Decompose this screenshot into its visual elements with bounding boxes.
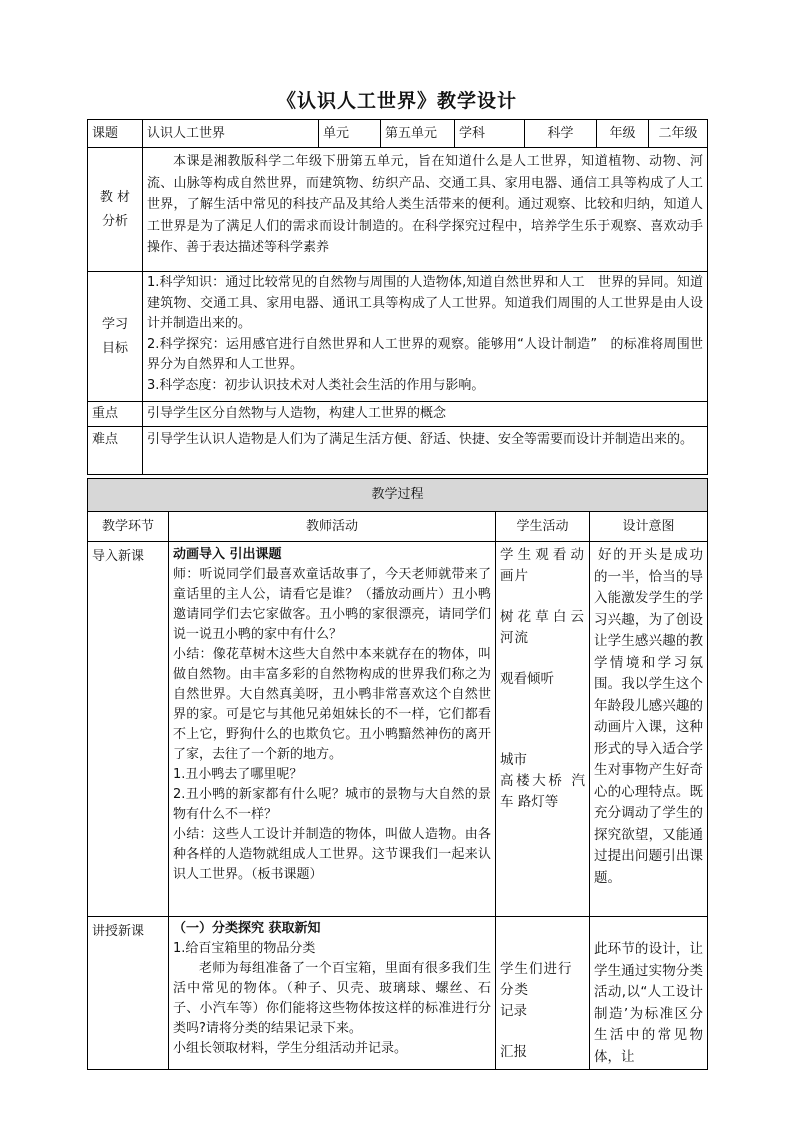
analysis-text: 本课是湘教版科学二年级下册第五单元，旨在知道什么是人工世界，知道植物、动物、河流、山脉等构成自然世界，而建筑物、纺织产品、交通工具、家用电器、通信工具等构成了人工世界，了解生活中常见的科技产品及其给人类生活带来的便利。通过观察、比较和归纳，知道人工世界是为了满足人们的需求而设计制造的。在科学探究过程中，培养学生乐于观察、喜欢动手操作、善于表达描述等科学素养	[143, 148, 708, 272]
teacher-activity-heading: 动画导入 引出课题	[173, 547, 282, 562]
teaching-process-table	[87, 478, 708, 1070]
col-intent-header: 设计意图	[590, 512, 708, 542]
design-intent-cell: 好的开头是成功的一半，恰当的导入能激发学生的学习兴趣，为了创设让学生感兴趣的教学情境和学习氛围。我以学生这个年龄段儿感兴趣的动画片入课，这种形式的导入适合学生对事物产生好奇心的心理特点。既充分调动了学生的探究欲望，又能通过提出问题引出课题。	[590, 542, 708, 917]
subject-label: 学科	[455, 120, 525, 148]
difficulty-label: 难点	[88, 427, 143, 475]
lesson-info-table	[87, 119, 708, 475]
student-activity-cell: 学生们进行分类 记录 汇报	[496, 917, 590, 1070]
process-header: 教学过程	[88, 479, 708, 512]
focus-label: 重点	[88, 402, 143, 427]
table-row	[88, 917, 708, 1070]
table-row	[88, 542, 708, 917]
grade-label: 年级	[597, 120, 649, 148]
topic-value: 认识人工世界	[143, 120, 319, 148]
focus-text: 引导学生区分自然物与人造物，构建人工世界的概念	[143, 402, 708, 427]
stage-cell: 讲授新课	[88, 917, 169, 1070]
unit-label: 单元	[319, 120, 381, 148]
teacher-activity-cell: 动画导入 引出课题 师：听说同学们最喜欢童话故事了，今天老师就带来了童话里的主人公，请看它是谁？（播放动画片）丑小鸭邀请同学们去它家做客。丑小鸭的家很漂亮，请同学们说一说丑小鸭的家中有什么？ 小结：像花草树木这些大自然中本来就存在的物体，叫做自然物。由丰富多彩的自然物构成的世界我们称之为自然世界。大自然真美呀，丑小鸭非常喜欢这个自然世界的家。可是它与其他兄弟姐妹长的不一样，它们都看不上它，野狗什么的也欺负它。丑小鸭黯然神伤的离开了家，去往了一个新的地方。 1.丑小鸭去了哪里呢？ 2.丑小鸭的新家都有什么呢？城市的景物与大自然的景物有什么不一样？ 小结：这些人工设计并制造的物体，叫做人造物。由各种各样的人造物就组成人工世界。这节课我们一起来认识人工世界。（板书课题）	[169, 542, 496, 917]
teacher-activity-cell: （一）分类探究 获取新知 1.给百宝箱里的物品分类 老师为每组准备了一个百宝箱，里面有很多我们生活中常见的物体。（种子、贝壳、玻璃球、螺丝、石子、小汽车等）你们能将这些物体按这样的标准进行分类吗?请将分类的结果记录下来。 小组长领取材料，学生分组活动并记录。	[169, 917, 496, 1070]
topic-label: 课题	[88, 120, 143, 148]
col-teacher-header: 教师活动	[169, 512, 496, 542]
goal-knowledge: 1.科学知识：通过比较常见的自然物与周围的人造物体,知道自然世界和人工 世界的异同。知道建筑物、交通工具、家用电器、通讯工具等构成了人工世界。知道我们周围的人工世界是由人设计并制造出来的。	[147, 275, 703, 331]
goal-inquiry: 2.科学探究：运用感官进行自然世界和人工世界的观察。能够用“人设计制造” 的标准将周围世界分为自然界和人工世界。	[147, 336, 703, 372]
student-activity-cell: 学生观看动画片 树花草白云河流 观看倾听 城市 高楼大桥 汽车 路灯等	[496, 542, 590, 917]
subject-value: 科学	[525, 120, 597, 148]
col-stage-header: 教学环节	[88, 512, 169, 542]
goals-label: 学习 目标	[88, 272, 143, 402]
stage-cell: 导入新课	[88, 542, 169, 917]
design-intent-cell: 此环节的设计，让学生通过实物分类活动,以“人工设计制造’为标准区分生活中的常见物体，让	[590, 917, 708, 1070]
page-title: 《认识人工世界》教学设计	[276, 90, 517, 112]
goals-text	[143, 272, 708, 402]
difficulty-text: 引导学生认识人造物是人们为了满足生活方便、舒适、快捷、安全等需要而设计并制造出来的。	[143, 427, 708, 475]
col-student-header: 学生活动	[496, 512, 590, 542]
teacher-activity-heading: （一）分类探究 获取新知	[173, 921, 321, 936]
grade-value: 二年级	[649, 120, 708, 148]
analysis-label: 教 材 分析	[88, 148, 143, 272]
goal-attitude: 3.科学态度：初步认识技术对人类社会生活的作用与影响。	[147, 377, 485, 393]
unit-value: 第五单元	[381, 120, 455, 148]
